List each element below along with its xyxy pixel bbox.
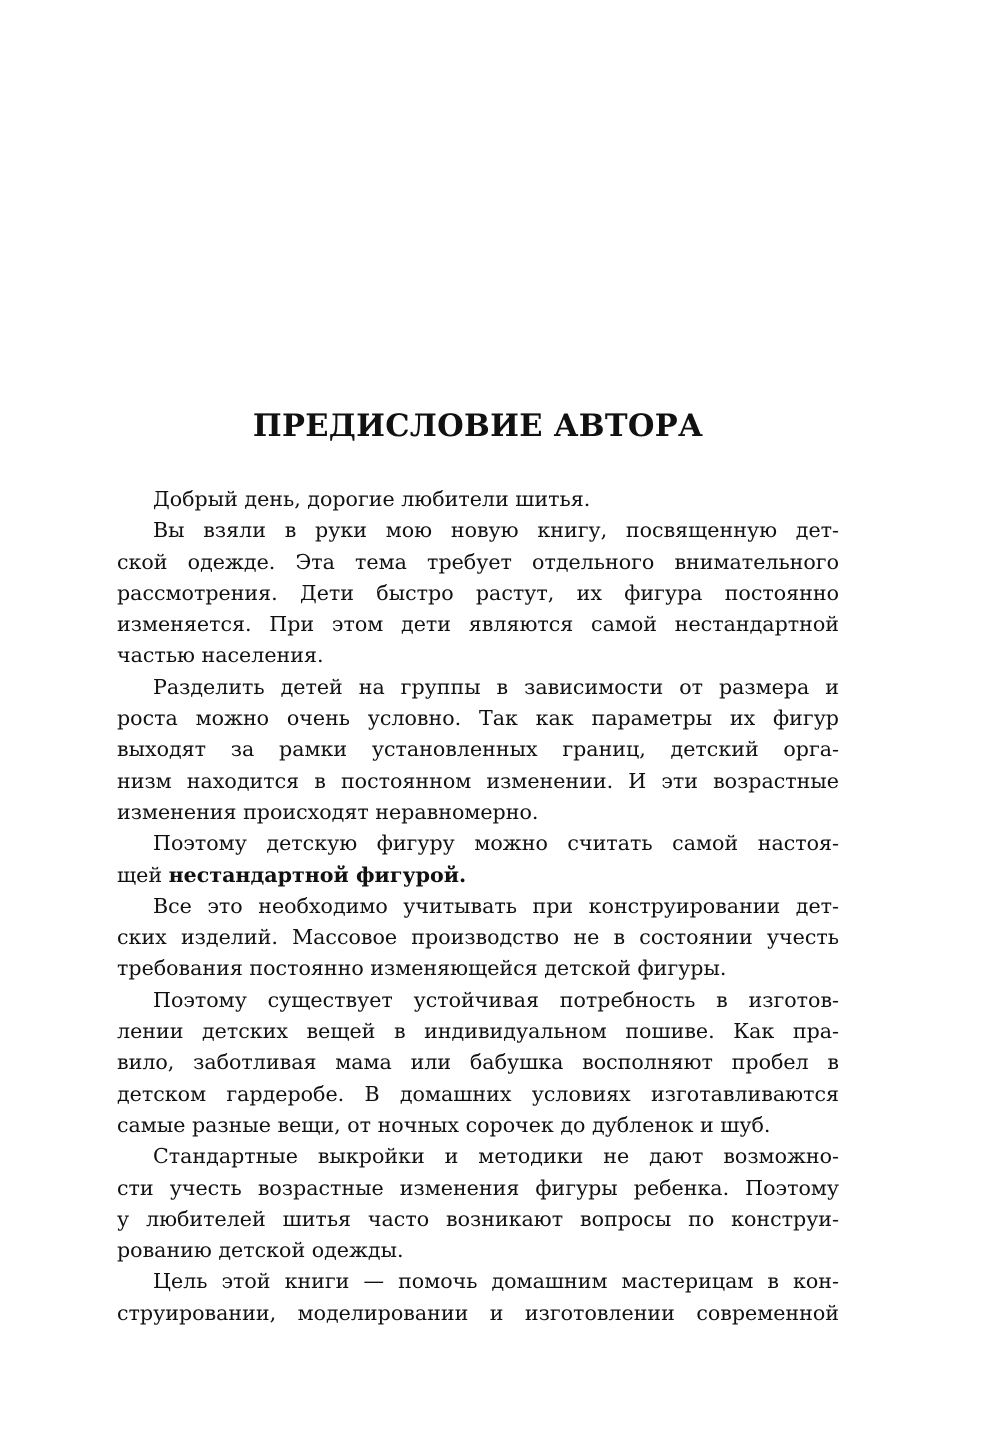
text-line <box>117 1173 839 1204</box>
text-line <box>117 922 839 953</box>
text-line <box>117 1016 839 1047</box>
text-line-content: щей <box>117 862 169 887</box>
text-line-content: лении детских вещей в индивидуальном пошиве. Как пра- <box>117 1019 839 1044</box>
text-line <box>117 1141 839 1172</box>
text-line <box>117 1047 839 1078</box>
text-line <box>117 766 839 797</box>
text-line-content: струировании, моделировании и изготовлении современной <box>117 1300 839 1325</box>
text-line-content: рованию детской одежды. <box>117 1238 404 1263</box>
text-line-content: изменяется. При этом дети являются самой нестандартной <box>117 612 839 637</box>
text-line-content: низм находится в постоянном изменении. И эти возрастные <box>117 768 839 793</box>
text-line <box>117 484 839 515</box>
text-line <box>117 1204 839 1235</box>
text-line-content: изменения происходят неравномерно. <box>117 799 539 824</box>
text-line-content: Поэтому существует устойчивая потребность в изготов- <box>153 987 839 1012</box>
text-line-content: выходят за рамки установленных границ, детский орга- <box>117 737 839 762</box>
text-line <box>117 1079 839 1110</box>
text-line-content: сти учесть возрастные изменения фигуры ребенка. Поэтому <box>117 1175 839 1200</box>
text-line-content: частью населения. <box>117 643 324 668</box>
text-line <box>117 985 839 1016</box>
text-line <box>117 734 839 765</box>
preface-text <box>117 484 839 1329</box>
text-line <box>117 515 839 546</box>
text-line-content: рассмотрения. Дети быстро растут, их фигура постоянно <box>117 580 839 605</box>
text-line-content: детском гардеробе. В домашних условиях изготавливаются <box>117 1081 839 1106</box>
text-line <box>117 703 839 734</box>
text-line-content: роста можно очень условно. Так как параметры их фигур <box>117 706 839 731</box>
text-line <box>117 578 839 609</box>
text-line-content: Добрый день, дорогие любители шитья. <box>153 487 591 511</box>
text-line-content: Цель этой книги — помочь домашним мастерицам в кон- <box>153 1269 839 1294</box>
text-line-content: требования постоянно изменяющейся детской фигуры. <box>117 956 727 981</box>
text-line-content: у любителей шитья часто возникают вопросы по конструи- <box>117 1206 839 1231</box>
text-line <box>117 860 839 891</box>
text-line <box>117 953 839 984</box>
text-line-content: самые разные вещи, от ночных сорочек до дубленок и шуб. <box>117 1112 771 1137</box>
text-line-content: Разделить детей на группы в зависимости от размера и <box>153 674 839 699</box>
text-line-content: Стандартные выкройки и методики не дают возможно- <box>153 1144 839 1169</box>
text-line <box>117 1235 839 1266</box>
text-line-content: ских изделий. Массовое производство не в состоянии учесть <box>117 925 839 950</box>
text-line <box>117 891 839 922</box>
text-line-content: ской одежде. Эта тема требует отдельного внимательного <box>117 549 839 574</box>
text-line <box>117 609 839 640</box>
text-line <box>117 797 839 828</box>
bold-emphasis: нестандартной фигурой. <box>168 862 467 887</box>
text-line <box>117 828 839 859</box>
text-line <box>117 547 839 578</box>
chapter-title: ПРЕДИСЛОВИЕ АВТОРА <box>252 408 704 444</box>
text-line-content: Поэтому детскую фигуру можно считать самой настоя- <box>153 831 839 856</box>
text-line-content: Вы взяли в руки мою новую книгу, посвященную дет- <box>153 518 839 543</box>
text-line <box>117 1110 839 1141</box>
text-line-content: Все это необходимо учитывать при конструировании дет- <box>153 893 839 918</box>
text-line <box>117 672 839 703</box>
text-line-content: вило, заботливая мама или бабушка восполняют пробел в <box>117 1050 839 1075</box>
text-line <box>117 1266 839 1297</box>
book-page <box>117 0 839 1447</box>
text-line <box>117 640 839 671</box>
text-line <box>117 1298 839 1329</box>
